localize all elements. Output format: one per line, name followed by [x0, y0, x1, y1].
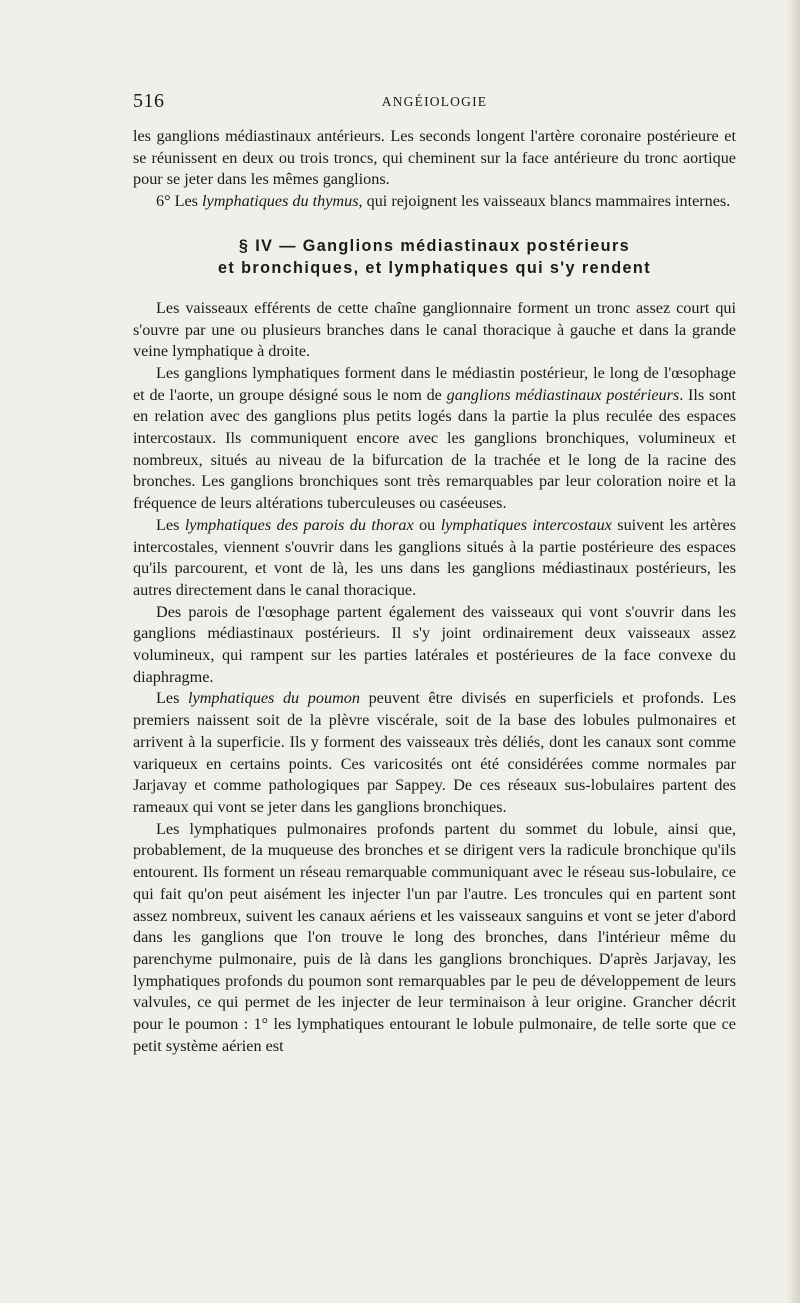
page-edge-shadow	[786, 0, 800, 1303]
paragraph: Les vaisseaux efférents de cette chaîne ganglionnaire forment un tronc assez court qui s'ouvre par une ou plusieurs branches dans le canal thoracique à gauche et dans la grande veine lymphatique à droite.	[133, 298, 736, 361]
paragraph	[133, 688, 736, 818]
page-header	[133, 90, 736, 118]
running-head: ANGÉIOLOGIE	[381, 94, 488, 109]
italic-term: lymphatiques du poumon	[188, 689, 360, 708]
section-heading-line-1: § IV — Ganglions médiastinaux postérieurs	[238, 236, 631, 255]
paragraph	[133, 515, 736, 602]
paragraph: Des parois de l'œsophage partent également des vaisseaux qui vont s'ouvrir dans les ganglions médiastinaux postérieurs. Il s'y joint ordinairement deux vaisseaux assez volumineux, qui rampent sur les parties latérales et postérieures de la face convexe du diaphragme.	[133, 602, 736, 686]
body-text	[133, 126, 736, 1057]
paragraph: les ganglions médiastinaux antérieurs. Les seconds longent l'artère coronaire postérieure et se réunissent en deux ou trois troncs, qui cheminent sur la face antérieure du tronc aortique pour se jeter dans les mêmes ganglions.	[133, 127, 736, 189]
text-run: suivent les artères intercostales, viennent s'ouvrir dans les ganglions situés à la partie postérieure des espaces qu'ils parcourent, et vont de là, les uns dans les ganglions médiastinaux postérieurs, les autres directement dans le canal thoracique.	[133, 515, 737, 599]
section-heading-line-2: et bronchiques, et lymphatiques qui s'y rendent	[217, 258, 652, 277]
text-run: Les	[156, 515, 185, 534]
italic-term: lymphatiques des parois du thorax	[184, 515, 414, 534]
text-run: peuvent être divisés en superficiels et profonds. Les premiers naissent soit de la plèvre viscérale, soit de la base des lobules pulmonaires et arrivent à la superficie. Ils y forment des vaisseaux très déliés, dont les canaux sont comme variqueux en certains points. Ces varicosités ont été considérées comme normales par Jarjavay et comme pathologiques par Sappey. De ces réseaux sus-lobulaires partent des rameaux qui vont se jeter dans les ganglions bronchiques.	[133, 689, 737, 816]
text-run: 6° Les	[156, 192, 203, 211]
paragraph	[133, 363, 736, 515]
text-run: ou	[413, 515, 441, 534]
italic-term: lymphatiques du thymus	[202, 192, 359, 211]
section-heading	[133, 235, 736, 279]
page-number: 516	[133, 90, 165, 112]
text-run: , qui rejoignent les vaisseaux blancs mammaires internes.	[358, 192, 731, 211]
paragraph	[133, 191, 736, 213]
text-run: Les	[156, 689, 189, 708]
paragraph: Les lymphatiques pulmonaires profonds partent du sommet du lobule, ainsi que, probablement, de la muqueuse des bronches et se dirigent vers la radicule bronchique qu'ils entourent. Ils forment un réseau remarquable communiquant avec le réseau sus-lobulaire, ce qui fait qu'on peut aisément les injecter l'un par l'autre. Les troncules qui en partent sont assez nombreux, suivent les canaux aériens et les vaisseaux sanguins et vont se jeter d'abord dans les ganglions que l'on trouve le long des bronches, dans l'intérieur même du parenchyme pulmonaire, puis de là dans les ganglions bronchiques. D'après Jarjavay, les lymphatiques profonds du poumon sont remarquables par le peu de développement de leurs valvules, ce qui permet de les injecter de leur terminaison à leur origine. Grancher décrit pour le poumon : 1° les lymphatiques entourant le lobule pulmonaire, de telle sorte que ce petit système aérien est	[133, 819, 736, 1055]
text-run: Les ganglions lymphatiques forment dans le médiastin postérieur, le long de l'œsophage et de l'aorte, un groupe désigné sous le nom de	[133, 363, 736, 404]
italic-term: lymphatiques intercostaux	[440, 515, 612, 534]
italic-term: ganglions médiastinaux postérieurs	[446, 385, 680, 404]
text-run: . Ils sont en relation avec des ganglions plus petits logés dans la partie la plus reculée des espaces intercostaux. Ils communiquent encore avec les ganglions bronchiques, volumineux et nombreux, situés au niveau de la bifurcation de la trachée et le long de la racine des bronches. Les ganglions bronchiques sont très remarquables par leur coloration noire et la fréquence de leurs altérations tuberculeuses ou caséeuses.	[133, 385, 736, 513]
